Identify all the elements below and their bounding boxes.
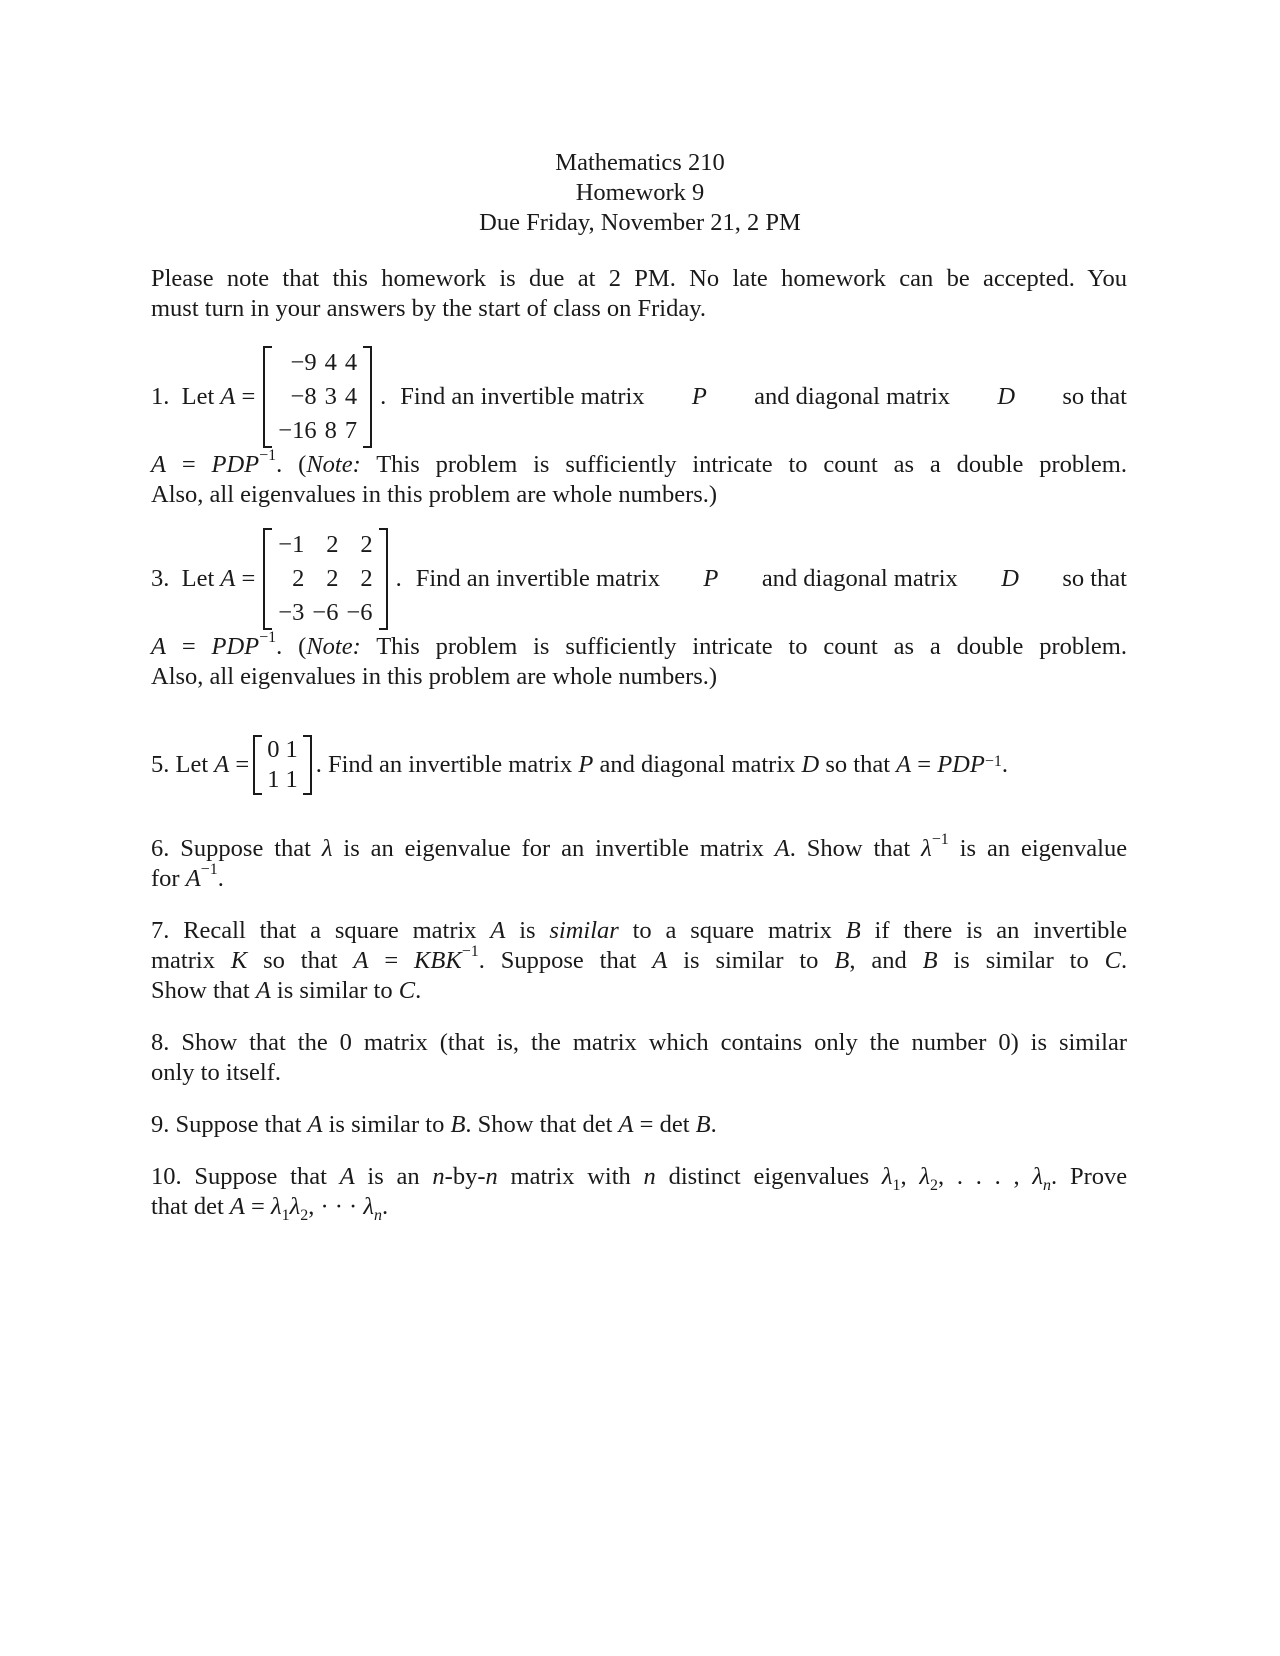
problem-1-note: $A = PDP^{-1}$. (Note: This problem is sufficiently intricate to count as a double problem. [151,446,1127,478]
problem-5: 5. Let A = 0 1 1 1 . Find an invertible matrix P and diagonal matrix D so that A = PDP $^{-1}$ . [151,736,1008,793]
course-title: Mathematics 210 [555,149,725,176]
problem-9: 9. Suppose that A is similar to B. Show that det A = det B. [151,1111,717,1138]
matrix-entry: 2 [326,565,339,592]
problem-7: 7. Recall that a square matrix A is similar to a square matrix B if there is an invertible matrix K so that $A = KBK^{-1}$. Suppose that A is similar to B, and B is similar to C. Show that A is similar to C. [151,917,1128,1004]
problem-number: 5. [151,751,170,778]
matrix-entry: 8 [324,417,337,444]
matrix-a [263,528,387,630]
problem-3: 3. Let A = −1 2 2 2 2 2 −3 −6 −6 . Find an invertible matrix P and diagonal matrix D so that $A = PDP^{-1}$. (Note: This problem is sufficiently intricate to count as a double problem. Also, all eigenvalues in this problem are whole numbers.) [151,526,1127,692]
matrix-entry: 4 [324,349,337,376]
matrix-entry: 2 [292,565,305,592]
matrix-entry: −9 [290,349,317,376]
matrix-entry: 2 [360,531,373,558]
assignment-title: Homework 9 [575,179,705,206]
matrix-entry: 2 [326,531,339,558]
problem-3-note: $A = PDP^{-1}$. (Note: This problem is sufficiently intricate to count as a double problem. [151,628,1127,660]
matrix-entry: 3 [324,383,337,410]
matrix-entries [264,735,301,795]
problem-number: 3. [151,565,170,592]
problem-8: 8. Show that the 0 matrix (that is, the matrix which contains only the number 0) is similar only to itself. [151,1029,1127,1086]
matrix-entry: −3 [278,599,305,626]
matrix-entry: 2 [360,565,373,592]
matrix-entry: −1 [278,531,305,558]
matrix-a [253,735,312,795]
matrix-a [263,346,372,448]
matrix-entry: −6 [346,599,373,626]
matrix-entry: −8 [290,383,317,410]
matrix-entry: 7 [344,417,358,444]
matrix-entry: 1 [285,766,298,793]
matrix-entry: 0 [267,736,280,763]
problem-6: 6. Suppose that λ is an eigenvalue for an invertible matrix A. Show that $\lambda^{-1}$ is an eigenvalue for $A^{-1}$. [151,830,1128,892]
matrix-entry: 4 [344,383,358,410]
matrix-entry: 1 [267,766,280,793]
matrix-entry: 4 [344,349,358,376]
problem-number: 1. [151,383,170,410]
matrix-entry: −16 [278,417,317,444]
intro-line-2: must turn in your answers by the start of class on Friday. [151,295,707,322]
matrix-entries [274,528,376,630]
matrix-entry: 1 [285,736,298,763]
due-date: Due Friday, November 21, 2 PM [479,209,801,236]
problem-10: 10. Suppose that A is an n-by-n matrix with n distinct eigenvalues $\lambda_1$, $\lambda_2$, . . . , $\lambda_n$. Prove that $\det A = \lambda_1\lambda_2$, · · · $\lambda_n$. [151,1163,1128,1224]
intro-paragraph [151,264,1127,324]
intro-line-1: Please note that this homework is due at 2 PM. No late homework can be accepted. You [151,265,1127,292]
document-header [0,148,1280,238]
matrix-entry: −6 [312,599,339,626]
matrix-entries [274,346,361,448]
problem-1: 1. Let A = −9 4 4 −8 3 4 −16 8 7 . Find an invertible matrix P and diagonal matrix D so that $A = PDP^{-1}$. (Note: This problem is sufficiently intricate to count as a double problem. Also, all eigenvalues in this problem are whole numbers.) [151,344,1127,510]
